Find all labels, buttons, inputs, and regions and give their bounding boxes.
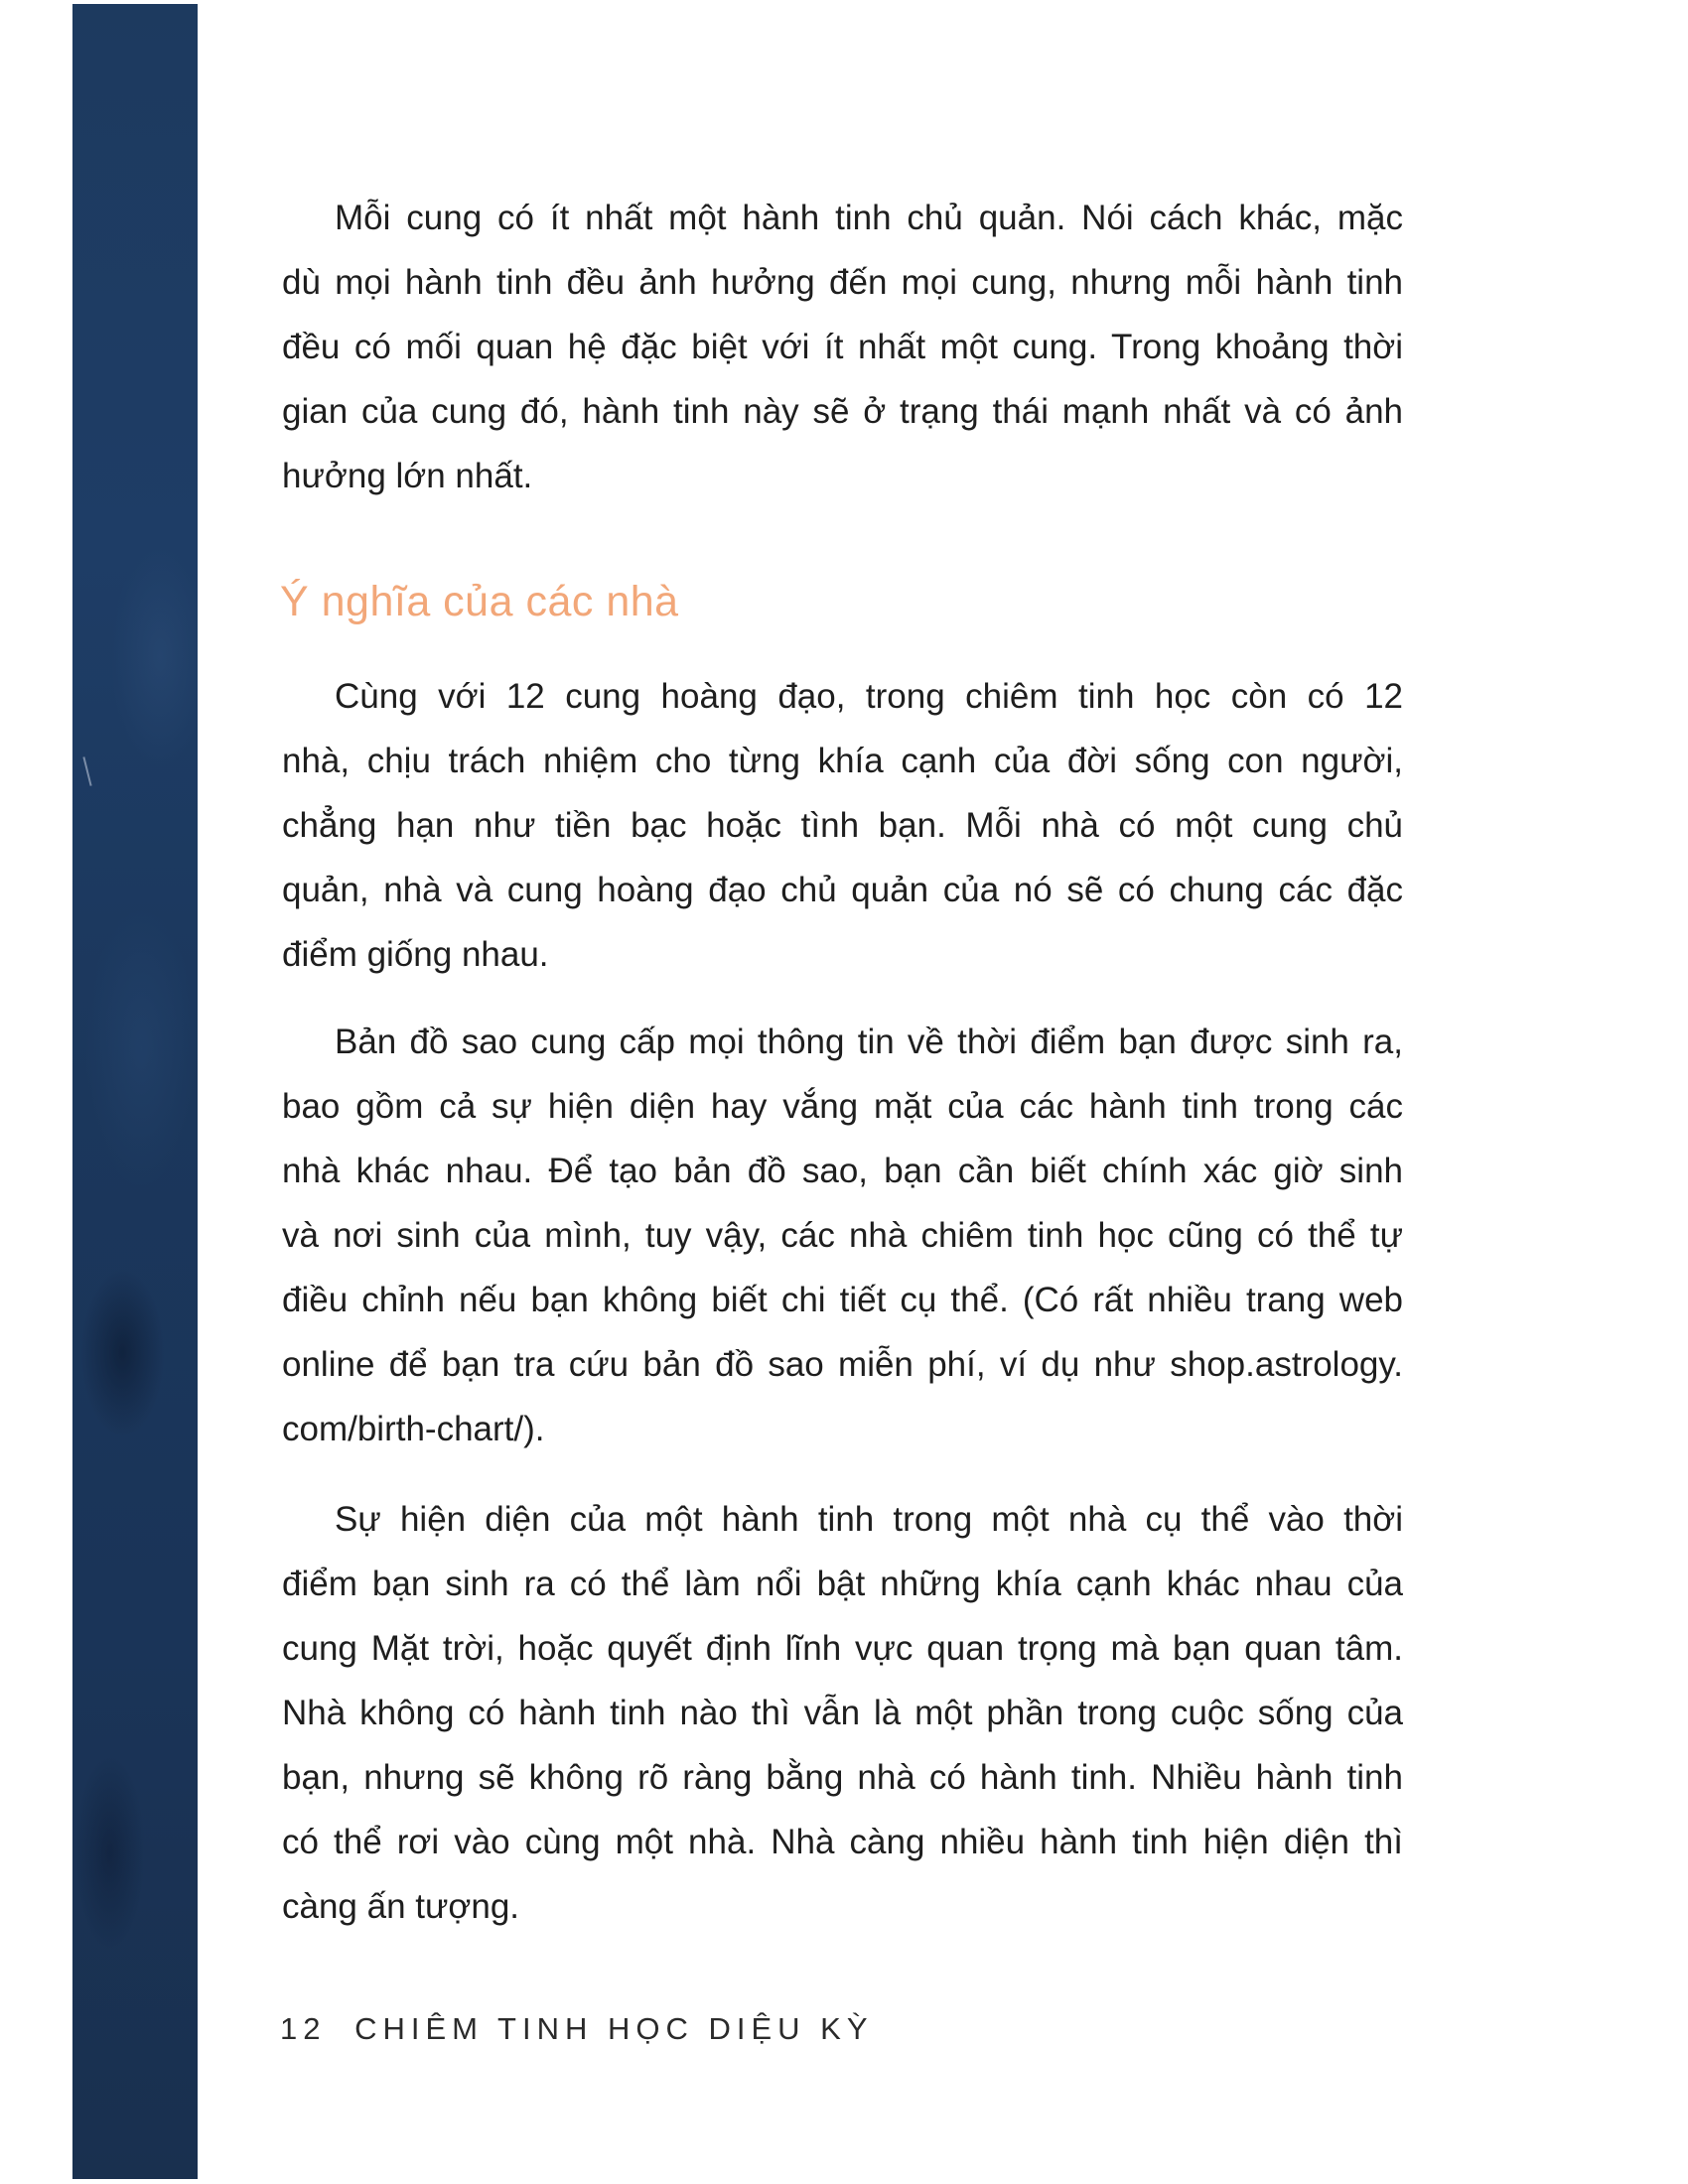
text-line: nhà, chịu trách nhiệm cho từng khía cạnh của đời sống con người, [282,742,1403,780]
text-line: điều chỉnh nếu bạn không biết chi tiết cụ thể. (Có rất nhiều trang web [282,1281,1403,1319]
text-line: điểm giống nhau. [282,935,549,974]
page-number: 12 [280,2011,327,2046]
text-line: đều có mối quan hệ đặc biệt với ít nhất một cung. Trong khoảng thời [282,328,1403,366]
paragraph-4 [282,1487,1403,1939]
decorative-side-stripe [72,4,198,2179]
text-line: quản, nhà và cung hoàng đạo chủ quản của nó sẽ có chung các đặc [282,871,1403,909]
text-line: bạn, nhưng sẽ không rõ ràng bằng nhà có hành tinh. Nhiều hành tinh [282,1758,1403,1797]
text-line: cung Mặt trời, hoặc quyết định lĩnh vực quan trọng mà bạn quan tâm. [282,1629,1403,1668]
text-line: có thể rơi vào cùng một nhà. Nhà càng nhiều hành tinh hiện diện thì [282,1823,1403,1861]
text-line: gian của cung đó, hành tinh này sẽ ở trạng thái mạnh nhất và có ảnh [282,392,1403,431]
stripe-texture-mark [82,756,91,786]
text-line: hưởng lớn nhất. [282,457,533,495]
paragraph-1 [282,186,1403,508]
paragraph-3 [282,1010,1403,1461]
text-line: Bản đồ sao cung cấp mọi thông tin về thời điểm bạn được sinh ra, [335,1023,1403,1061]
text-line: dù mọi hành tinh đều ảnh hưởng đến mọi cung, nhưng mỗi hành tinh [282,263,1403,302]
text-line: bao gồm cả sự hiện diện hay vắng mặt của các hành tinh trong các [282,1087,1403,1126]
text-line: càng ấn tượng. [282,1887,520,1926]
section-heading: Ý nghĩa của các nhà [280,578,679,625]
text-line: online để bạn tra cứu bản đồ sao miễn phí, ví dụ như shop.astrology. [282,1345,1403,1384]
book-title: CHIÊM TINH HỌC DIỆU KỲ [354,2011,874,2046]
page-footer [280,2009,874,2049]
paragraph-2 [282,664,1403,987]
text-line: và nơi sinh của mình, tuy vậy, các nhà chiêm tinh học cũng có thể tự [282,1216,1403,1255]
text-line: Nhà không có hành tinh nào thì vẫn là một phần trong cuộc sống của [282,1694,1403,1732]
text-line: chẳng hạn như tiền bạc hoặc tình bạn. Mỗi nhà có một cung chủ [282,806,1403,845]
text-line: nhà khác nhau. Để tạo bản đồ sao, bạn cần biết chính xác giờ sinh [282,1152,1403,1190]
text-line: Cùng với 12 cung hoàng đạo, trong chiêm tinh học còn có 12 [335,677,1403,716]
text-line: điểm bạn sinh ra có thể làm nổi bật những khía cạnh khác nhau của [282,1565,1403,1603]
text-line: com/birth-chart/). [282,1410,545,1448]
text-line: Sự hiện diện của một hành tinh trong một nhà cụ thể vào thời [335,1500,1403,1539]
text-line: Mỗi cung có ít nhất một hành tinh chủ quản. Nói cách khác, mặc [335,199,1403,237]
